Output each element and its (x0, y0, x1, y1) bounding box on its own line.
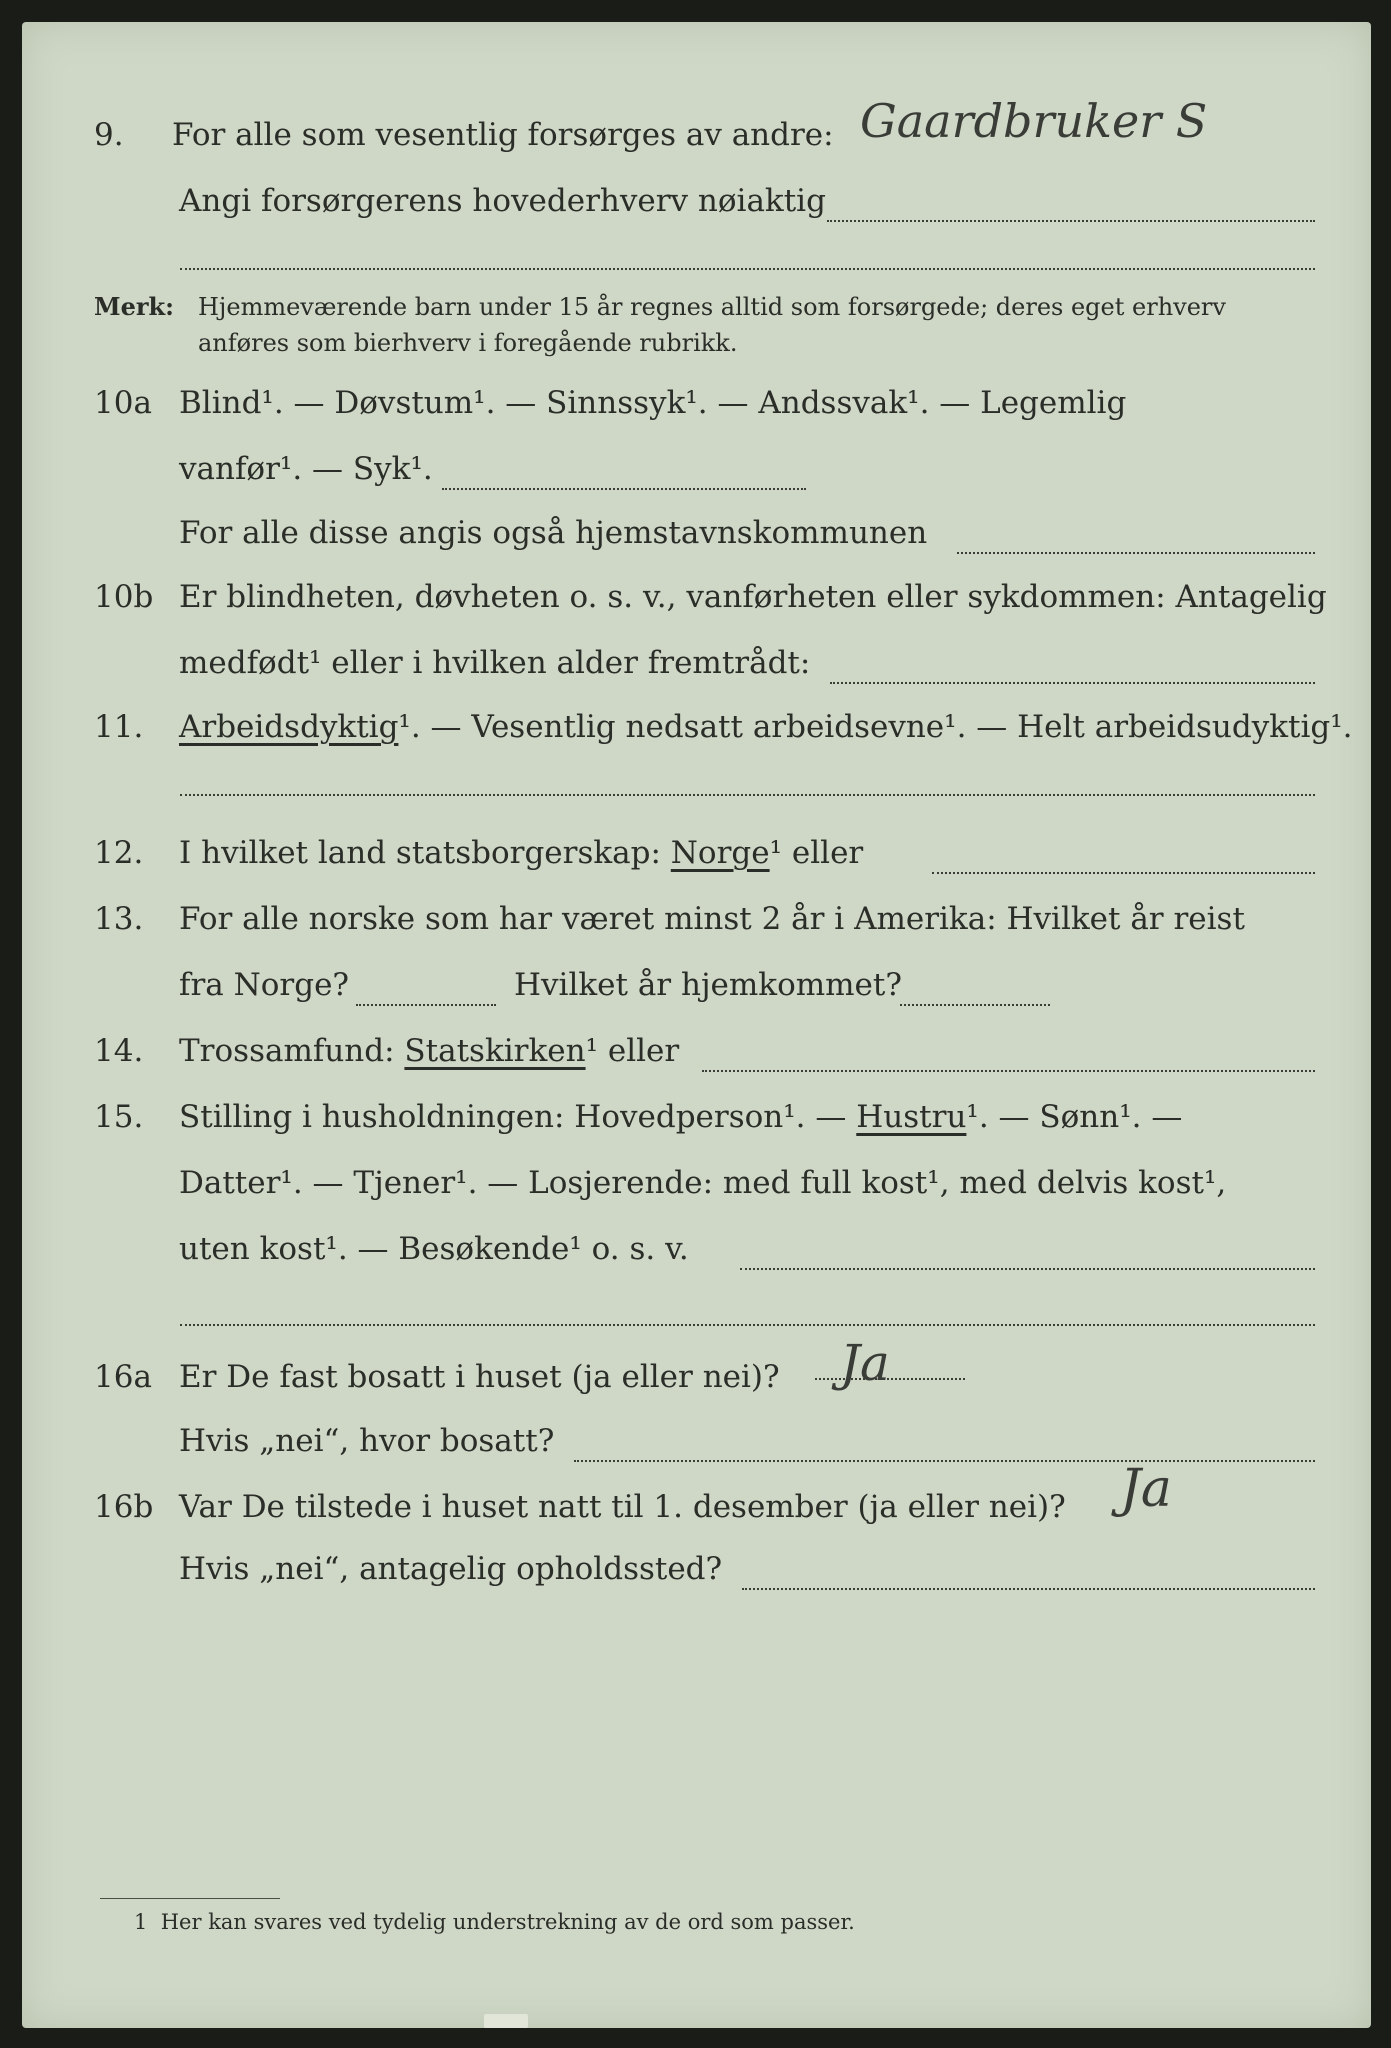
q15-number: 15. (94, 1099, 144, 1135)
q13-text-2a: fra Norge? (179, 967, 350, 1003)
merk-text-2: anføres som bierhverv i foregående rubrikk. (198, 329, 738, 357)
q9-row-1 (22, 94, 1371, 160)
q10a-text-1: Blind¹. — Døvstum¹. — Sinnssyk¹. — Andssvak¹. — Legemlig (179, 385, 1127, 421)
q16a-answer-line (815, 1378, 965, 1380)
q14-text-pre: Trossamfund: (179, 1033, 395, 1069)
merk-label: Merk: (94, 292, 174, 321)
q10b-text-2: medfødt¹ eller i hvilken alder fremtrådt: (179, 645, 811, 681)
q9-extra-line (180, 268, 1315, 270)
q11-text-rest: ¹. — Vesentlig nedsatt arbeidsevne¹. — Helt arbeidsudyktig¹. (398, 709, 1353, 745)
q14-row (22, 1026, 1371, 1076)
q12-option-norge: Norge (670, 835, 770, 871)
q10a-kommune-line (957, 552, 1315, 554)
q14-answer-line (702, 1070, 1315, 1072)
q11-extra-line (180, 794, 1315, 796)
q13-row-2 (22, 960, 1371, 1010)
q16a-row-1 (22, 1334, 1371, 1402)
q12-text-post: ¹ eller (769, 835, 864, 871)
footnote-mark: 1 (134, 1910, 148, 1934)
merk-row-2 (22, 318, 1371, 368)
q14-number: 14. (94, 1033, 144, 1069)
q15-row-1 (22, 1092, 1371, 1142)
census-form-page (22, 22, 1371, 2028)
q16a-number: 16a (94, 1359, 152, 1395)
q12-row (22, 828, 1371, 878)
q12-text-pre: I hvilket land statsborgerskap: (179, 835, 661, 871)
q10b-text-1: Er blindheten, døvheten o. s. v., vanførheten eller sykdommen: Antagelig (179, 579, 1327, 615)
q12-number: 12. (94, 835, 144, 871)
q10b-number: 10b (94, 579, 154, 615)
q10a-row-1 (22, 378, 1371, 428)
q13-text-1: For alle norske som har været minst 2 år i Amerika: Hvilket år reist (179, 901, 1245, 937)
q11-number: 11. (94, 709, 144, 745)
q16a-text-2: Hvis „nei“, hvor bosatt? (179, 1423, 555, 1459)
q15-answer-line (740, 1268, 1315, 1270)
q16b-row-1 (22, 1459, 1371, 1532)
q9-answer-handwritten: Gaardbruker S (860, 94, 1208, 148)
q10a-text-3: For alle disse angis også hjemstavnskommunen (179, 515, 928, 551)
q16b-number: 16b (94, 1489, 154, 1525)
q15-row-2 (22, 1158, 1371, 1208)
footnote-separator (100, 1898, 280, 1899)
q16a-text-1: Er De fast bosatt i huset (ja eller nei)? (179, 1359, 780, 1395)
q16b-row-2 (22, 1544, 1371, 1594)
q11-option-arbeidsdyktig: Arbeidsdyktig (179, 709, 399, 745)
q10a-number: 10a (94, 385, 152, 421)
q15-text-2: Datter¹. — Tjener¹. — Losjerende: med full kost¹, med delvis kost¹, (179, 1165, 1227, 1201)
q13-row-1 (22, 894, 1371, 944)
q15-text-3: uten kost¹. — Besøkende¹ o. s. v. (179, 1231, 689, 1267)
q15-text-1 (179, 1092, 1182, 1142)
q15-text-1-pre: Stilling i husholdningen: Hovedperson¹. — (179, 1099, 847, 1135)
q11-row (22, 702, 1371, 752)
q16a-bosatt-line (574, 1460, 1315, 1462)
q14-option-statskirken: Statskirken (404, 1033, 586, 1069)
q16b-text-2: Hvis „nei“, antagelig opholdssted? (179, 1551, 723, 1587)
q9-text-1: For alle som vesentlig forsørges av andre: (172, 117, 834, 153)
q13-number: 13. (94, 901, 144, 937)
q10b-row-2 (22, 638, 1371, 688)
q13-text-2b: Hvilket år hjemkommet? (514, 967, 902, 1003)
q14-text (179, 1026, 679, 1076)
q16b-answer-handwritten: Ja (1120, 1459, 1172, 1519)
q16b-opholdssted-line (742, 1588, 1315, 1590)
q15-text-1-post: ¹. — Sønn¹. — (966, 1099, 1183, 1135)
merk-text-1: Hjemmeværende barn under 15 år regnes alltid som forsørgede; deres eget erhverv (198, 293, 1226, 321)
q9-answer-line (827, 220, 1315, 222)
q15-option-hustru: Hustru (856, 1099, 967, 1135)
q10b-row-1 (22, 572, 1371, 622)
q16a-answer-handwritten: Ja (840, 1334, 890, 1392)
q13-hjemkommet-line (900, 1004, 1050, 1006)
q16b-text-1: Var De tilstede i huset natt til 1. desember (ja eller nei)? (179, 1489, 1066, 1525)
q12-text (179, 828, 863, 878)
footnote (134, 1910, 855, 1934)
paper-tab (484, 2014, 528, 2028)
q10a-row-3 (22, 508, 1371, 558)
footnote-text: Her kan svares ved tydelig understrekning av de ord som passer. (160, 1910, 855, 1934)
q10a-syk-line (442, 488, 806, 490)
q9-row-2 (22, 176, 1371, 226)
q10a-row-2 (22, 444, 1371, 494)
q14-text-post: ¹ eller (585, 1033, 680, 1069)
q9-text-2: Angi forsørgerens hovederhverv nøiaktig (179, 183, 826, 219)
q13-reist-line (356, 1004, 496, 1006)
q9-number: 9. (94, 117, 124, 153)
q10b-answer-line (830, 682, 1315, 684)
q11-text (179, 702, 1353, 752)
q10a-text-2: vanfør¹. — Syk¹. (179, 451, 433, 487)
q15-extra-line (180, 1324, 1315, 1326)
q12-answer-line (932, 872, 1315, 874)
q15-row-3 (22, 1224, 1371, 1274)
